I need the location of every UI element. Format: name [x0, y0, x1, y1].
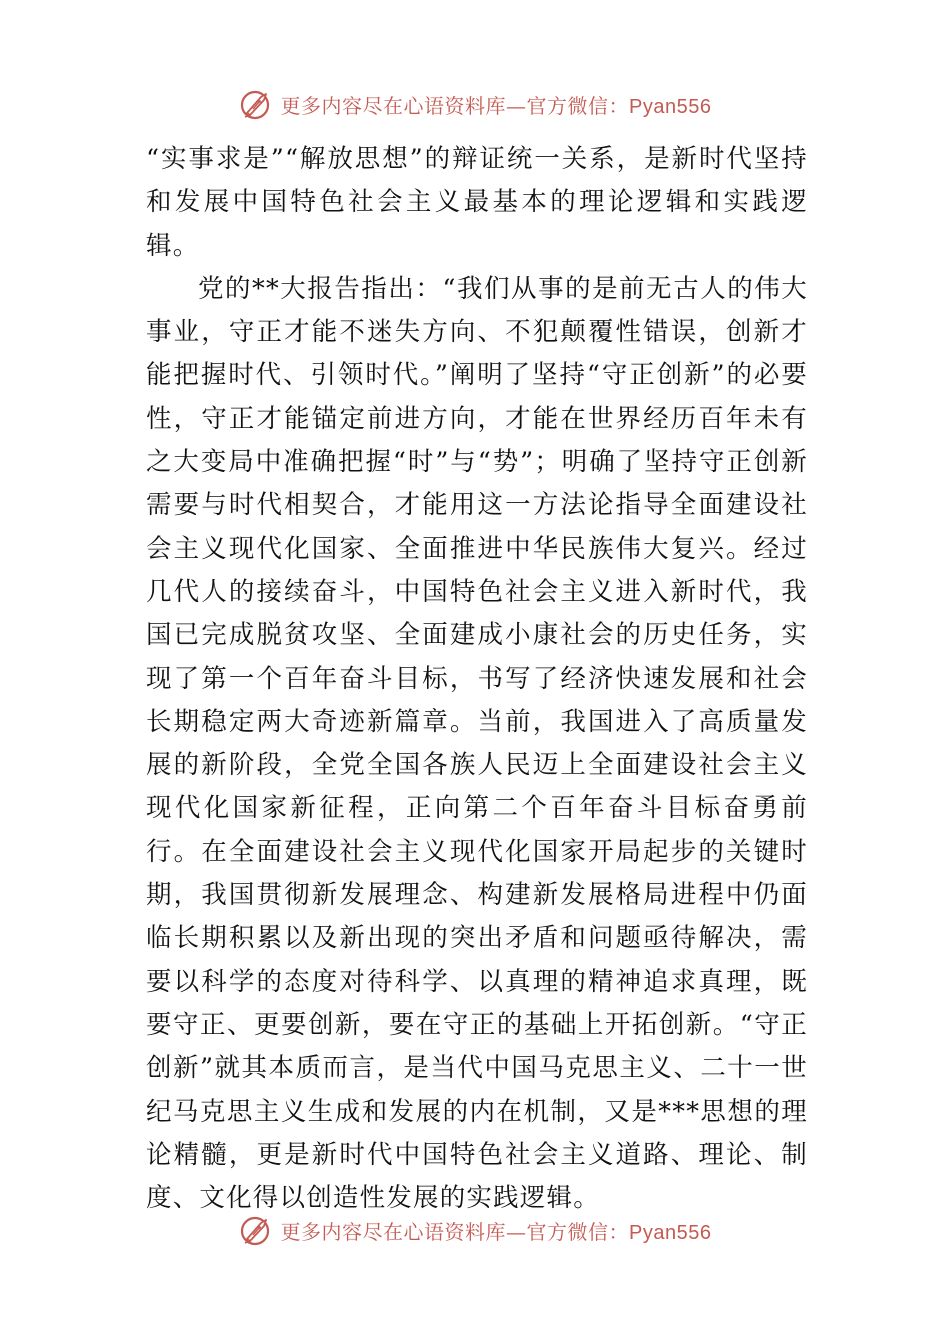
document-body: [146, 138, 808, 1220]
pen-nib-circle-logo-icon: [239, 1212, 275, 1248]
footer-site-name: 更多内容尽在心语资料库: [280, 1219, 507, 1244]
pen-nib-circle-logo-icon: [239, 86, 275, 122]
paragraph-2: 党的**大报告指出：“我们从事的是前无古人的伟大事业，守正才能不迷失方向、不犯颠覆性错误，创新才能把握时代、引领时代。”阐明了坚持“守正创新”的必要性，守正才能锚定前进方向，才能在世界经历百年未有之大变局中准确把握“时”与“势”；明确了坚持守正创新需要与时代相契合，才能用这一方法论指导全面建设社会主义现代化国家、全面推进中华民族伟大复兴。经过几代人的接续奋斗，中国特色社会主义进入新时代，我国已完成脱贫攻坚、全面建成小康社会的历史任务，实现了第一个百年奋斗目标，书写了经济快速发展和社会长期稳定两大奇迹新篇章。当前，我国进入了高质量发展的新阶段，全党全国各族人民迈上全面建设社会主义现代化国家新征程，正向第二个百年奋斗目标奋勇前行。在全面建设社会主义现代化国家开局起步的关键时期，我国贯彻新发展理念、构建新发展格局进程中仍面临长期积累以及新出现的突出矛盾和问题亟待解决，需要以科学的态度对待科学、以真理的精神追求真理，既要守正、更要创新，要在守正的基础上开拓创新。“守正创新”就其本质而言，是当代中国马克思主义、二十一世纪马克思主义生成和发展的内在机制，又是***思想的理论精髓，更是新时代中国特色社会主义道路、理论、制度、文化得以创造性发展的实践逻辑。: [146, 273, 808, 1214]
paragraph-1: “实事求是”“解放思想”的辩证统一关系，是新时代坚持和发展中国特色社会主义最基本的理论逻辑和实践逻辑。: [146, 144, 808, 261]
header-banner-content: [239, 86, 712, 122]
footer-banner: [0, 1210, 950, 1250]
footer-dash: —: [506, 1219, 527, 1244]
footer-banner-text: [281, 1216, 712, 1245]
header-banner-text: [281, 90, 712, 119]
header-dash: —: [506, 93, 527, 118]
header-wechat: 官方微信：Pyan556: [526, 95, 712, 118]
header-site-name: 更多内容尽在心语资料库: [280, 93, 507, 118]
header-banner: [0, 84, 950, 124]
footer-wechat: 官方微信：Pyan556: [526, 1221, 712, 1244]
footer-banner-content: [239, 1212, 712, 1248]
